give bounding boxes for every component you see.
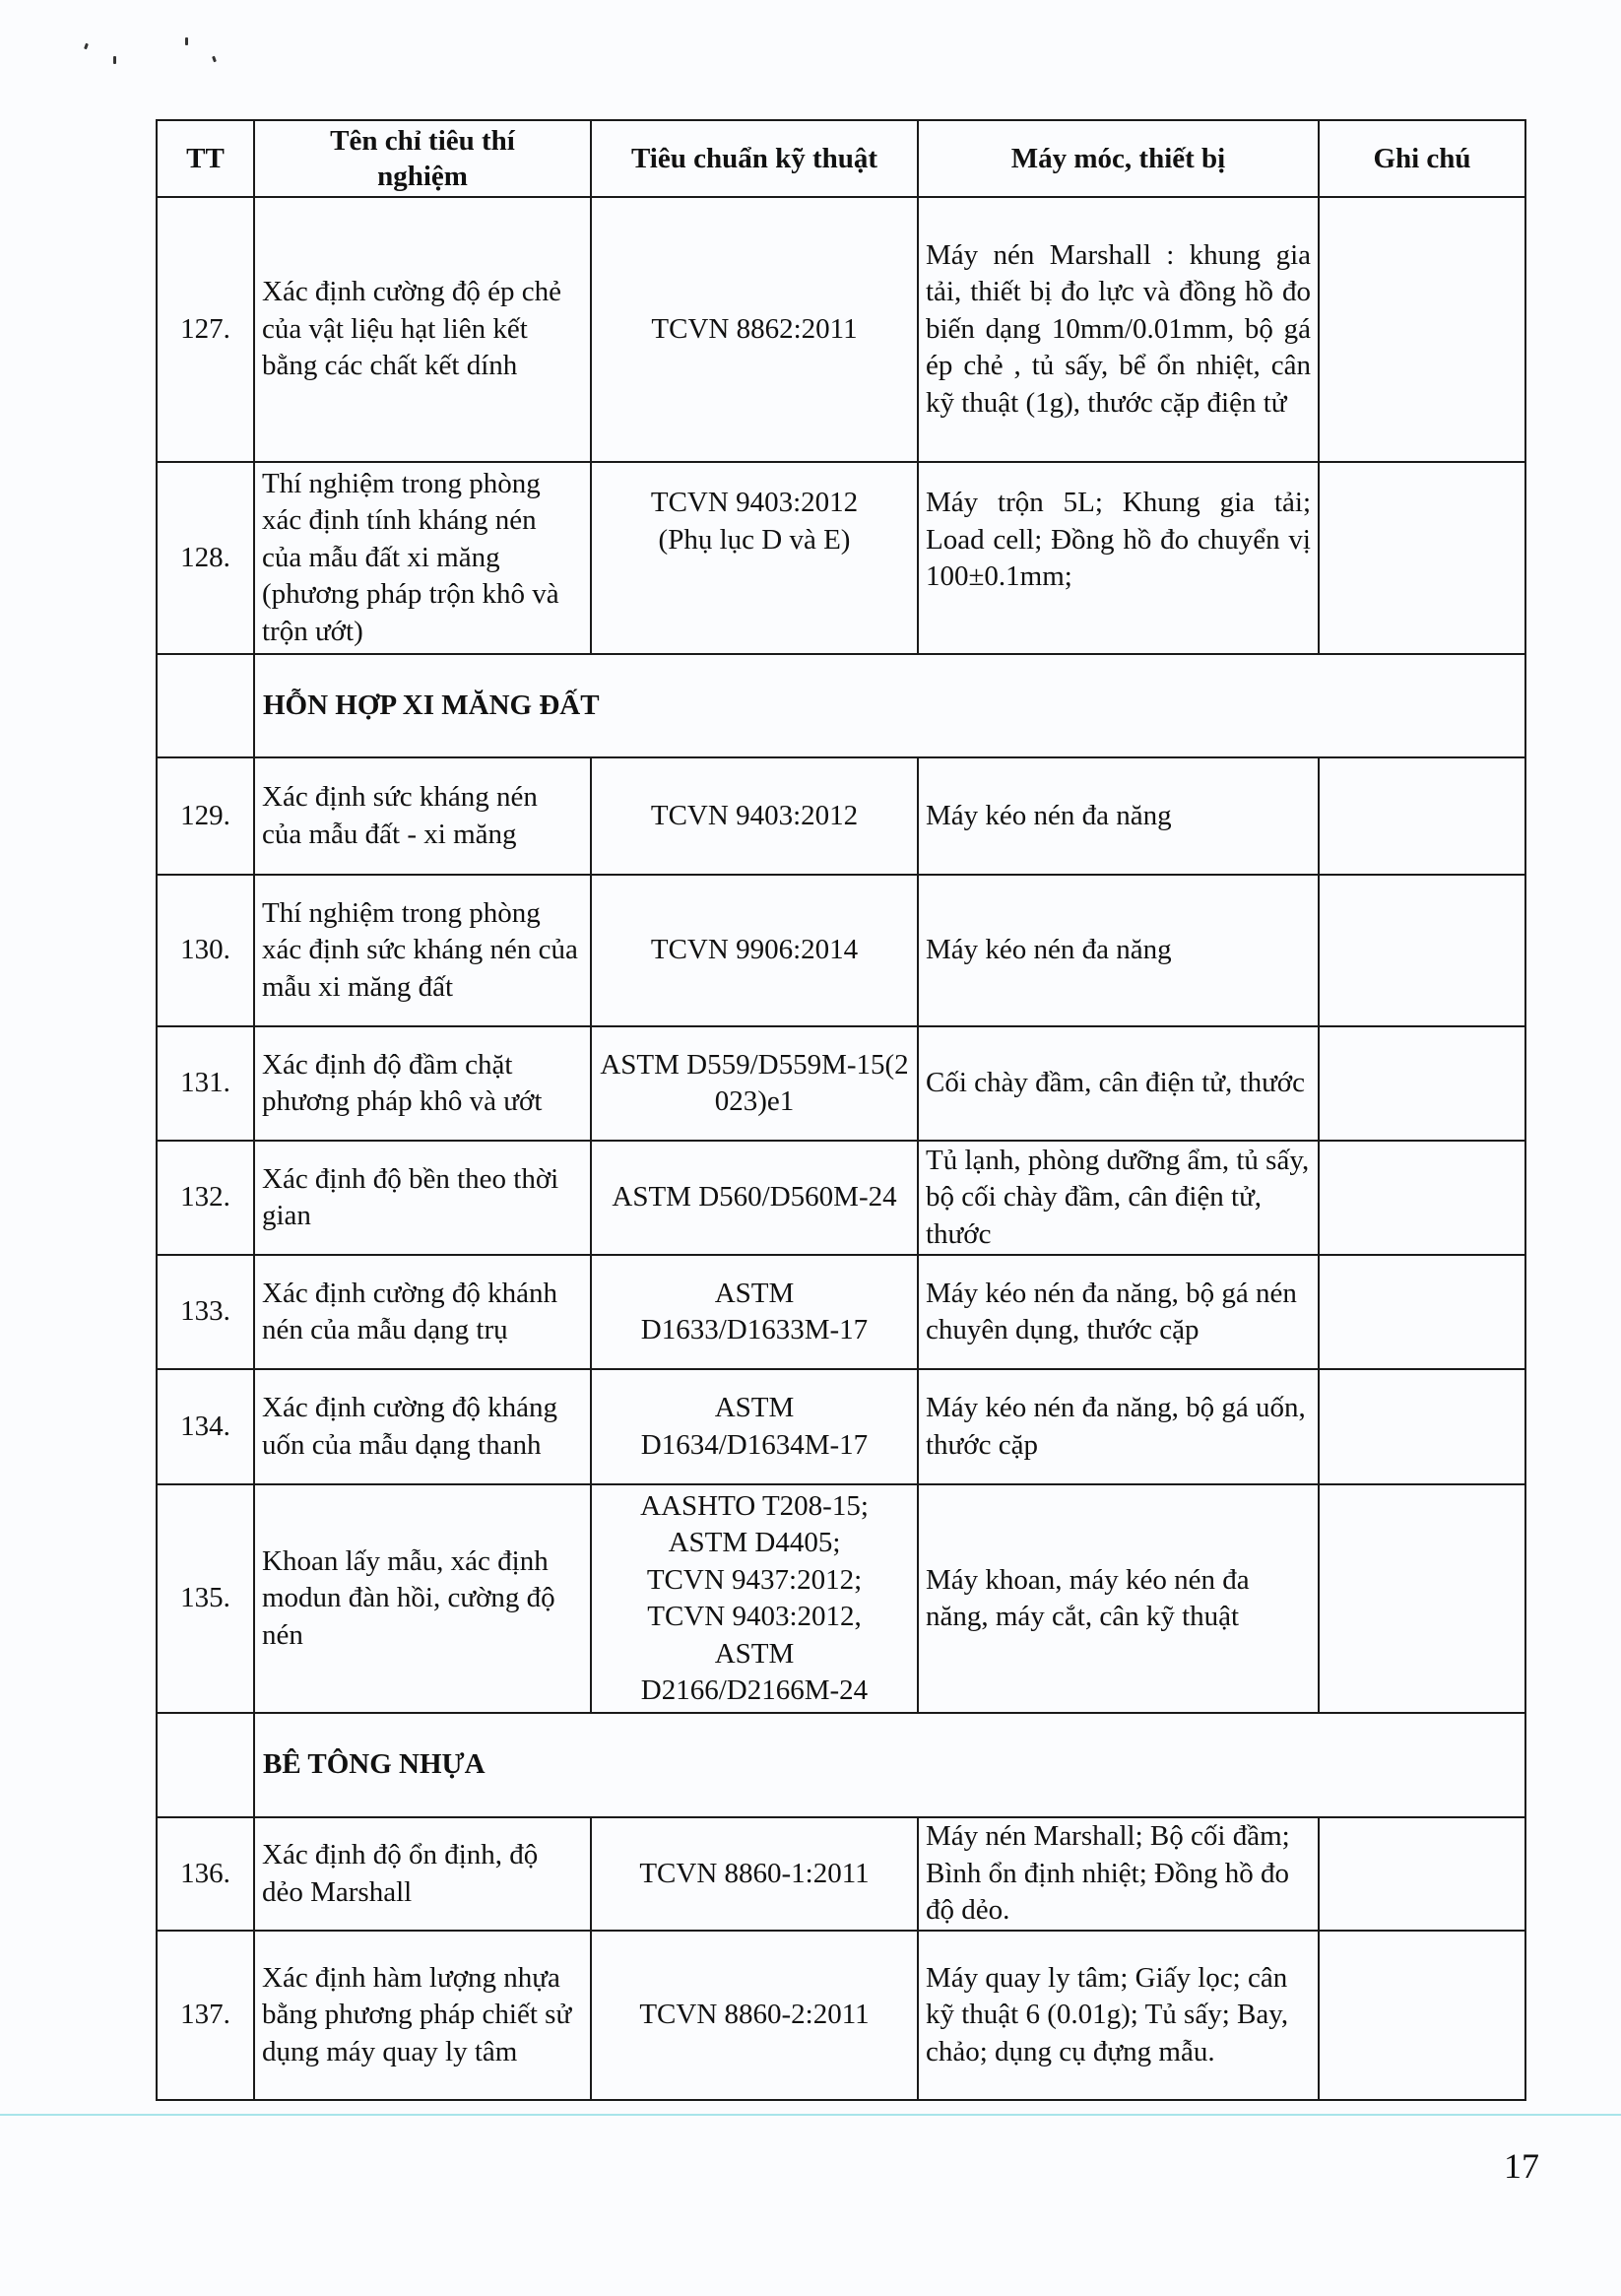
equipment: Máy kéo nén đa năng, bộ gá nén chuyên dụng, thước cặp [918,1255,1319,1369]
header-standard: Tiêu chuẩn kỹ thuật [591,120,918,197]
test-name: Xác định sức kháng nén của mẫu đất - xi măng [254,757,591,875]
standard-line: ASTM D4405; [668,1527,841,1558]
row-number: 129. [157,757,254,875]
test-name: Xác định độ ổn định, độ dẻo Marshall [254,1817,591,1931]
standard-line: TCVN 9437:2012; [646,1563,863,1596]
scan-mark [113,56,116,64]
note [1319,875,1525,1026]
equipment: Máy nén Marshall; Bộ cối đầm; Bình ổn định nhiệt; Đồng hồ đo độ dẻo. [918,1817,1319,1931]
table-row [157,1026,1525,1141]
equipment: Cối chày đầm, cân điện tử, thước [918,1026,1319,1141]
test-name: Xác định cường độ khánh nén của mẫu dạng trụ [254,1255,591,1369]
note [1319,1484,1525,1713]
standard: ASTM D1634/D1634M-17 [591,1369,918,1484]
standard: ASTM D559/D559M-15(2023)e1 [591,1026,918,1141]
equipment: Máy quay ly tâm; Giấy lọc; cân kỹ thuật 6 (0.01g); Tủ sấy; Bay, chảo; dụng cụ đựng mẫu. [918,1931,1319,2100]
row-number: 136. [157,1817,254,1931]
note [1319,1931,1525,2100]
test-standards-table [156,119,1526,2101]
test-standards-table-wrapper [156,119,1526,2101]
row-number: 133. [157,1255,254,1369]
scan-guide-line [0,2114,1621,2116]
standard: TCVN 9906:2014 [591,875,918,1026]
standard-line: TCVN 9403:2012, [647,1601,862,1632]
test-name: Khoan lấy mẫu, xác định modun đàn hồi, cường độ nén [254,1484,591,1713]
test-name: Xác định độ bền theo thời gian [254,1141,591,1255]
standard: TCVN 8862:2011 [591,197,918,462]
header-test-name: Tên chỉ tiêu thí nghiệm [254,120,591,197]
table-row [157,757,1525,875]
note [1319,1026,1525,1141]
standard: TCVN 9403:2012 [591,757,918,875]
test-name: Xác định cường độ kháng uốn của mẫu dạng thanh [254,1369,591,1484]
scan-mark [84,43,89,50]
row-number: 130. [157,875,254,1026]
note [1319,757,1525,875]
equipment: Máy kéo nén đa năng, bộ gá uốn, thước cặp [918,1369,1319,1484]
note [1319,1369,1525,1484]
note [1319,1141,1525,1255]
section-heading: HỖN HỢP XI MĂNG ĐẤT [254,654,1525,757]
page-number: 17 [1504,2146,1539,2186]
equipment: Máy kéo nén đa năng [918,757,1319,875]
row-number: 127. [157,197,254,462]
table-row [157,875,1525,1026]
row-number: 134. [157,1369,254,1484]
standard-line: ASTM [714,1637,795,1670]
header-note: Ghi chú [1319,120,1525,197]
table-row [157,1817,1525,1931]
row-number: 135. [157,1484,254,1713]
table-row [157,1255,1525,1369]
standard-line: (Phụ lục D và E) [658,523,851,556]
standard: TCVN 8860-1:2011 [591,1817,918,1931]
section-row [157,1713,1525,1817]
standard [591,1484,918,1713]
equipment: Máy kéo nén đa năng [918,875,1319,1026]
note [1319,1255,1525,1369]
section-row-number [157,654,254,757]
standard-line: D2166/D2166M-24 [640,1674,869,1706]
test-name: Xác định cường độ ép chẻ của vật liệu hạt liên kết bằng các chất kết dính [254,197,591,462]
table-header-row [157,120,1525,197]
table-row [157,1484,1525,1713]
table-row [157,197,1525,462]
standard: ASTM D1633/D1633M-17 [591,1255,918,1369]
standard: ASTM D560/D560M-24 [591,1141,918,1255]
header-equipment: Máy móc, thiết bị [918,120,1319,197]
row-number: 132. [157,1141,254,1255]
table-row [157,1931,1525,2100]
scan-mark [185,37,188,45]
table-row [157,1369,1525,1484]
table-row [157,1141,1525,1255]
section-row [157,654,1525,757]
row-number: 137. [157,1931,254,2100]
equipment: Tủ lạnh, phòng dưỡng ẩm, tủ sấy, bộ cối chày đầm, cân điện tử, thước [918,1141,1319,1255]
equipment: Máy trộn 5L; Khung gia tải; Load cell; Đồng hồ đo chuyển vị 100±0.1mm; [918,462,1319,654]
note [1319,462,1525,654]
note [1319,197,1525,462]
row-number: 131. [157,1026,254,1141]
table-row [157,462,1525,654]
note [1319,1817,1525,1931]
test-name: Thí nghiệm trong phòng xác định tính kháng nén của mẫu đất xi măng (phương pháp trộn khô và trộn ướt) [254,462,591,654]
standard [591,462,918,654]
standard-line: AASHTO T208-15; [640,1489,869,1522]
section-heading: BÊ TÔNG NHỰA [254,1713,1525,1817]
equipment: Máy nén Marshall : khung gia tải, thiết bị đo lực và đồng hồ đo biến dạng 10mm/0.01mm, bộ gá ép chẻ , tủ sấy, bể ổn nhiệt, cân kỹ thuật (1g), thước cặp điện tử [918,197,1319,462]
equipment: Máy khoan, máy kéo nén đa năng, máy cắt, cân kỹ thuật [918,1484,1319,1713]
standard-line: TCVN 9403:2012 [650,487,859,518]
section-row-number [157,1713,254,1817]
test-name: Thí nghiệm trong phòng xác định sức kháng nén của mẫu xi măng đất [254,875,591,1026]
row-number: 128. [157,462,254,654]
scan-mark [212,56,217,63]
test-name: Xác định độ đầm chặt phương pháp khô và ướt [254,1026,591,1141]
header-tt: TT [157,120,254,197]
test-name: Xác định hàm lượng nhựa bằng phương pháp chiết sử dụng máy quay ly tâm [254,1931,591,2100]
standard: TCVN 8860-2:2011 [591,1931,918,2100]
